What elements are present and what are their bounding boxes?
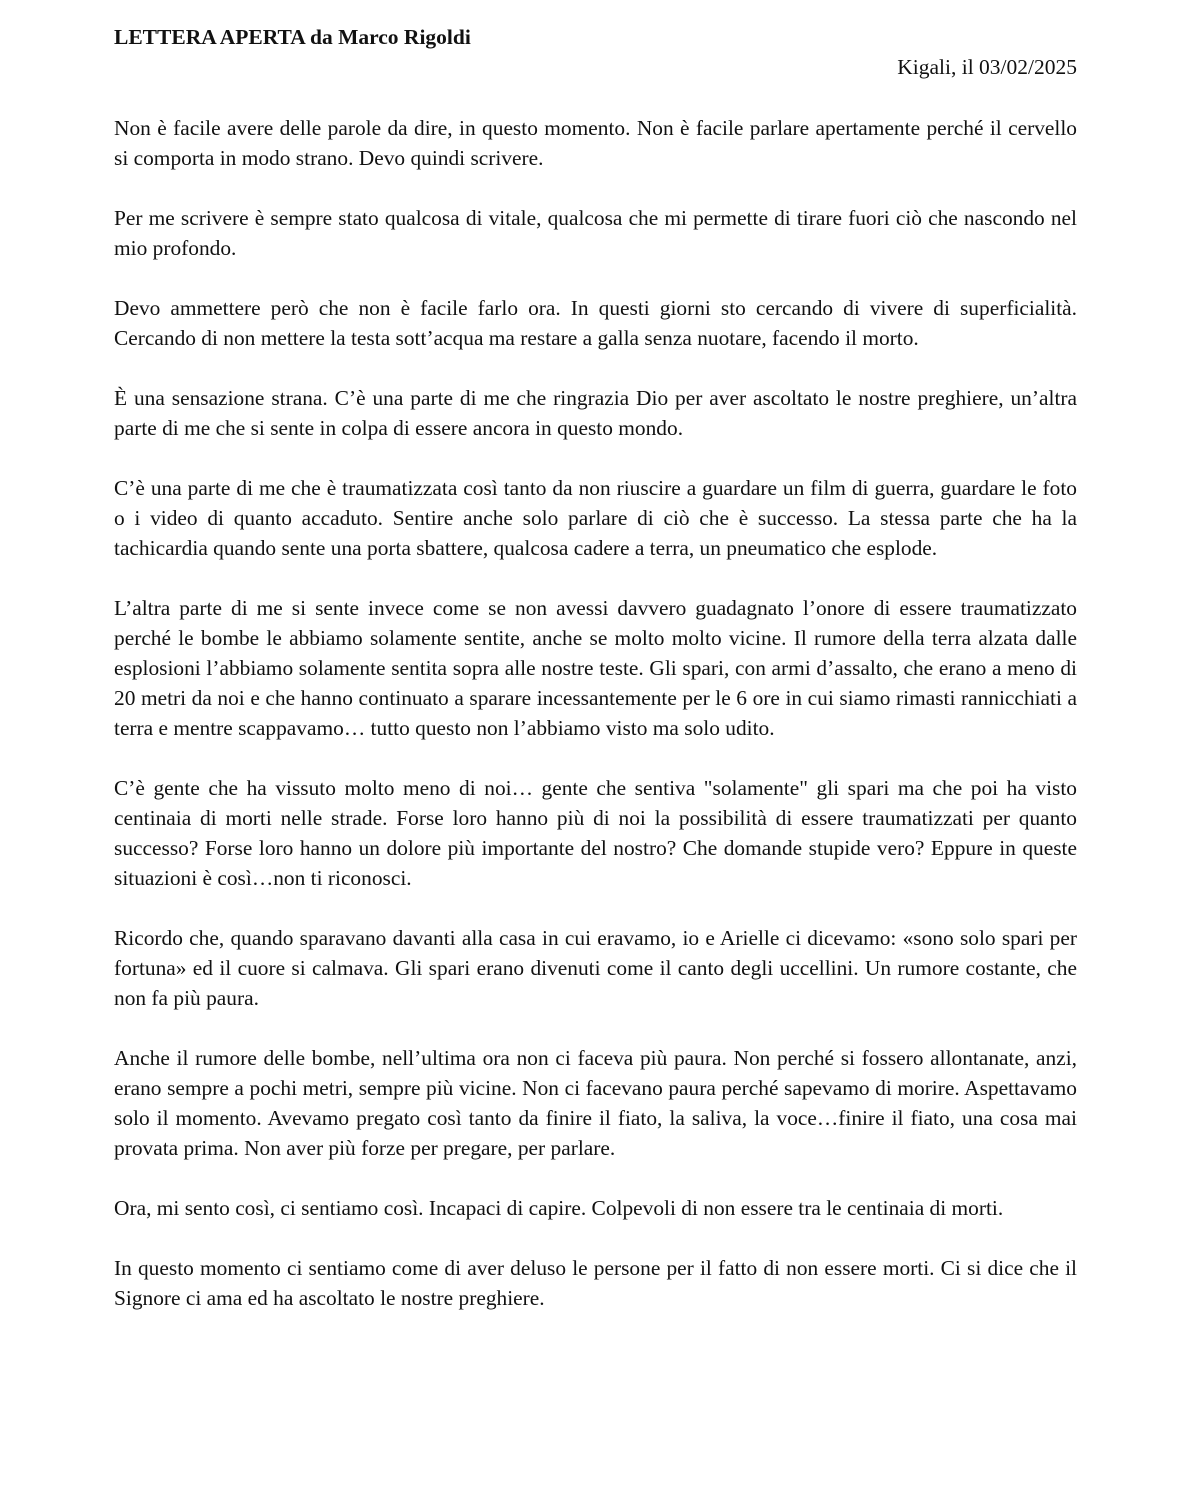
paragraph: In questo momento ci sentiamo come di aver deluso le persone per il fatto di non essere morti. Ci si dice che il Signore ci ama ed ha ascoltato le nostre preghiere. bbox=[114, 1256, 1077, 1310]
paragraph: Ricordo che, quando sparavano davanti alla casa in cui eravamo, io e Arielle ci dicevamo: «sono solo spari per fortuna» ed il cuore si calmava. Gli spari erano divenuti come il canto degli uccellini. Un rumore costante, che non fa più paura. bbox=[114, 926, 1077, 1010]
paragraph: Non è facile avere delle parole da dire, in questo momento. Non è facile parlare apertamente perché il cervello si comporta in modo strano. Devo quindi scrivere. bbox=[114, 116, 1077, 170]
letter-dateline: Kigali, il 03/02/2025 bbox=[897, 55, 1077, 79]
paragraph: L’altra parte di me si sente invece come se non avessi davvero guadagnato l’onore di essere traumatizzato perché le bombe le abbiamo solamente sentite, anche se molto molto vicine. Il rumore della terra alzata dalle esplosioni l’abbiamo solamente sentita sopra alle nostre teste. Gli spari, con armi d’assalto, che erano a meno di 20 metri da noi e che hanno continuato a sparare incessantemente per le 6 ore in cui siamo rimasti rannicchiati a terra e mentre scappavamo… tutto questo non l’abbiamo visto ma solo udito. bbox=[114, 596, 1077, 740]
paragraph: Anche il rumore delle bombe, nell’ultima ora non ci faceva più paura. Non perché si fossero allontanate, anzi, erano sempre a pochi metri, sempre più vicine. Non ci facevano paura perché sapevamo di morire. Aspettavamo solo il momento. Avevamo pregato così tanto da finire il fiato, la saliva, la voce…finire il fiato, una cosa mai provata prima. Non aver più forze per pregare, per parlare. bbox=[114, 1046, 1077, 1160]
paragraph: Devo ammettere però che non è facile farlo ora. In questi giorni sto cercando di vivere di superficialità. Cercando di non mettere la testa sott’acqua ma restare a galla senza nuotare, facendo il morto. bbox=[114, 296, 1077, 350]
paragraph: C’è gente che ha vissuto molto meno di noi… gente che sentiva "solamente" gli spari ma che poi ha visto centinaia di morti nelle strade. Forse loro hanno più di noi la possibilità di essere traumatizzati per quanto successo? Forse loro hanno un dolore più importante del nostro? Che domande stupide vero? Eppure in queste situazioni è così…non ti riconosci. bbox=[114, 776, 1077, 890]
letter-body bbox=[114, 113, 1077, 1313]
paragraph: Per me scrivere è sempre stato qualcosa di vitale, qualcosa che mi permette di tirare fuori ciò che nascondo nel mio profondo. bbox=[114, 206, 1077, 260]
paragraph: Ora, mi sento così, ci sentiamo così. Incapaci di capire. Colpevoli di non essere tra le centinaia di morti. bbox=[114, 1196, 1004, 1220]
paragraph: C’è una parte di me che è traumatizzata così tanto da non riuscire a guardare un film di guerra, guardare le foto o i video di quanto accaduto. Sentire anche solo parlare di ciò che è successo. La stessa parte che ha la tachicardia quando sente una porta sbattere, qualcosa cadere a terra, un pneumatico che esplode. bbox=[114, 476, 1077, 560]
paragraph: È una sensazione strana. C’è una parte di me che ringrazia Dio per aver ascoltato le nostre preghiere, un’altra parte di me che si sente in colpa di essere ancora in questo mondo. bbox=[114, 386, 1077, 440]
letter-page bbox=[114, 22, 1077, 1343]
letter-title: LETTERA APERTA da Marco Rigoldi bbox=[114, 25, 471, 49]
